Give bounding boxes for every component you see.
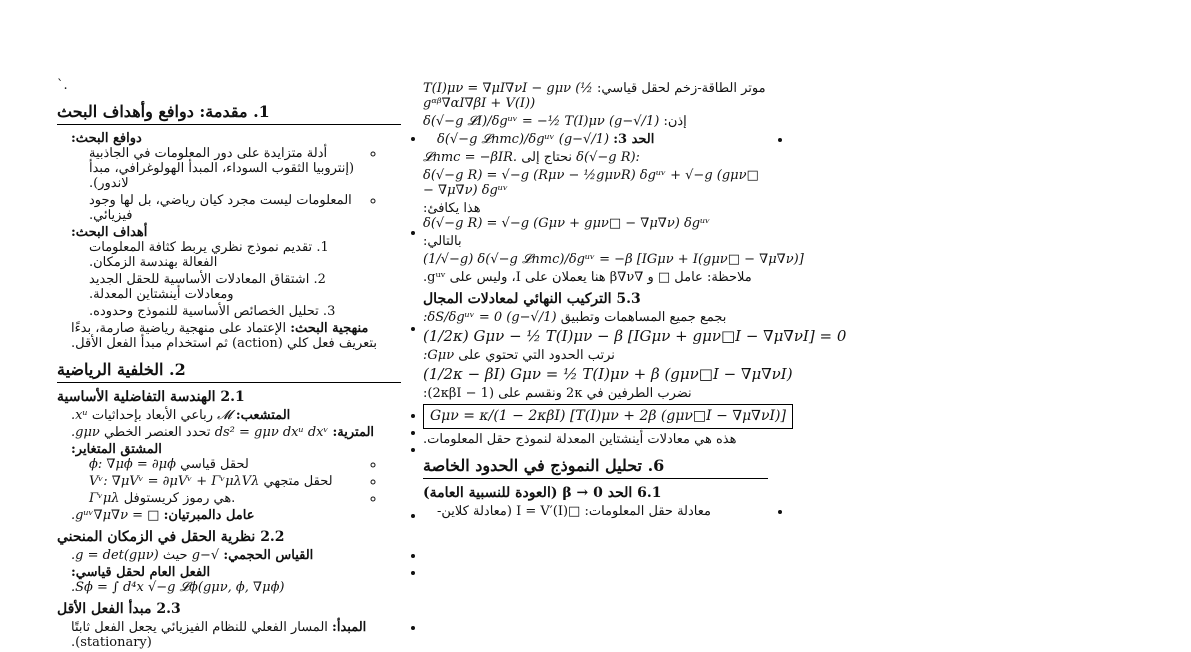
measure-label: القياس الحجمي: — [223, 548, 314, 563]
method-item — [71, 321, 401, 351]
note-text: ملاحظة: عامل □ و ∇β∇ν هنا يعملان على I، وليس على gᵘᵛ. — [423, 270, 752, 285]
equivalent-equation: δ(√−g R) = √−g (Gμν + gμν□ − ∇μ∇ν) δgᵘᵛ — [423, 216, 711, 231]
goals-sublist — [71, 240, 401, 319]
term-3-item — [437, 132, 768, 147]
equivalent-text: هذا يكافئ: — [423, 201, 481, 216]
goal-2-text: اشتقاق المعادلات الأساسية للحقل الجديد ومعادلات أينشتاين المعدلة. — [89, 272, 310, 302]
then-text: إذن: — [663, 114, 687, 129]
principle-text: المسار الفعلي للنظام الفيزيائي يجعل الفعل ثابتًا (stationary). — [71, 620, 328, 650]
goal-3-text: تحليل الخصائص الأساسية للنموذج وحدوده. — [89, 304, 319, 319]
christoffel-symbol: Γᵛμλ — [89, 491, 120, 506]
then-line — [423, 114, 768, 129]
covariant-derivative-item — [71, 442, 401, 506]
measure-text: حيث — [162, 548, 188, 563]
field-equation-b: (1/2κ − βI) Gμν = ½ T(I)μν + β (gμν□I − ∇μ∇νI) — [423, 365, 793, 383]
subsection-6-1-title: 6.1 الحد β → 0 (العودة للنسبية العامة) — [423, 485, 662, 501]
manifold-item — [71, 408, 401, 423]
goal-2 — [89, 272, 361, 302]
goal-3 — [89, 304, 361, 319]
stray-mark: `. — [57, 78, 68, 93]
goal-3-number: 3. — [322, 304, 336, 319]
dalembertian-item — [71, 508, 401, 523]
lnmc-line — [423, 150, 768, 165]
measure-item — [71, 548, 401, 563]
combine-equation: (1/√−g) δS/δgᵘᵛ = 0: — [423, 310, 557, 325]
stress-tensor-equation: T(I)μν = ∇μI∇νI − gμν (½ gᵅᵝ∇αI∇βI + V(I)) — [423, 81, 593, 111]
method-text: الإعتماد على منهجية رياضية صارمة، بدءًا بتعريف فعل كلي (action) ثم استخدام مبدأ الفعل الأقل. — [71, 321, 377, 351]
goals-item — [71, 225, 401, 319]
vector-derivative-equation: Vᵛ: ∇μVᵛ = ∂μVᵛ + ΓᵛμλVλ — [89, 474, 260, 489]
multiply-text: نضرب الطرفين في 2κ ونقسم على (1 − 2κβI): — [423, 386, 692, 401]
manifold-coords: xᵘ. — [71, 408, 88, 423]
scalar-action-item — [71, 565, 401, 595]
vector-derivative — [89, 474, 361, 489]
metric-text: تحدد العنصر الخطي — [103, 425, 211, 440]
subsection-5-3-title: 5.3 التركيب النهائي لمعادلات المجال — [423, 291, 641, 307]
measure-equation: √−g — [191, 548, 220, 563]
variation-equation: δ(√−g R) = √−g (Rμν − ½gμνR) δgᵘᵛ + √−g (gμν□ − ∇μ∇ν) δgᵘᵛ — [423, 168, 759, 198]
final-text: هذه هي معادلات أينشتاين المعدلة لنموذج حقل المعلومات. — [423, 432, 737, 447]
principle-label: المبدأ: — [332, 620, 367, 635]
term-3-equation: (1/√−g) δ(√−g 𝓛nmc)/δgᵘᵛ — [437, 132, 610, 147]
final-field-equation: Gμν = κ/(1 − 2κβI) [T(I)μν + 2β (gμν□I − ∇μ∇νI)] — [423, 404, 793, 429]
vector-derivative-text: لحقل متجهي — [263, 474, 333, 489]
christoffel-text: هي رموز كريستوفل. — [123, 491, 236, 506]
combine-line — [423, 310, 768, 325]
section-6-title: 6. تحليل النموذج في الحدود الخاصة — [423, 457, 768, 479]
arrange-symbol: Gμν: — [423, 348, 455, 363]
section-6-1-list — [423, 504, 768, 519]
motives-item — [71, 131, 401, 223]
manifold-text: رباعي الأبعاد بإحداثيات — [91, 408, 213, 423]
measure-determinant: g = det(gμν). — [71, 548, 159, 563]
motive-2: ◦ المعلومات ليست مجرد كيان رياضي، بل لها وجود فيزيائي. — [89, 193, 361, 223]
principle-item — [71, 620, 401, 650]
goal-1 — [89, 240, 361, 270]
metric-symbol: gμν. — [71, 425, 100, 440]
lnmc-equation: 𝓛nmc = −βIR. — [423, 150, 518, 165]
scalar-derivative-equation: ϕ: ∇μϕ = ∂μϕ — [89, 457, 176, 472]
metric-equation: ds² = gμν dxᵘ dxᵛ — [214, 425, 329, 440]
manifold-symbol: 𝓜 — [217, 408, 232, 423]
need-equation: δ(√−g R): — [576, 150, 640, 165]
goals-label: أهداف البحث: — [71, 225, 148, 240]
method-label: منهجية البحث: — [290, 321, 369, 336]
metric-label: المترية: — [332, 425, 375, 440]
stress-tensor-text: موتر الطاقة-زخم لحقل قياسي: — [597, 81, 766, 96]
subsection-2-1-title: 2.1 الهندسة التفاضلية الأساسية — [57, 389, 245, 405]
christoffel-item — [89, 491, 361, 506]
dalembertian-equation: □ = gᵘᵛ∇μ∇ν. — [71, 508, 160, 523]
scalar-derivative — [89, 457, 361, 472]
then-equation: (1/√−g) δ(√−g 𝓛I)/δgᵘᵛ = −½ T(I)μν — [423, 114, 660, 129]
section-1-title: 1. مقدمة: دوافع وأهداف البحث — [57, 103, 401, 125]
field-equation-a: (1/2κ) Gμν − ½ T(I)μν − β [IGμν + gμν□I − ∇μ∇νI] = 0 — [423, 327, 847, 345]
goal-1-text: تقديم نموذج نظري يربط كثافة المعلومات الفعالة بهندسة الزمكان. — [89, 240, 313, 270]
scalar-derivative-text: لحقل قياسي — [180, 457, 249, 472]
section-6-1-item: • معادلة حقل المعلومات: □I = V′(I) (معادلة كلاين- — [437, 504, 768, 519]
subsection-2-2-title: 2.2 نظرية الحقل في الزمكان المنحني — [57, 529, 285, 545]
covariant-derivative-sublist — [71, 457, 401, 506]
right-column — [423, 78, 847, 521]
scalar-action-equation: Sϕ = ∫ d⁴x √−g 𝓛ϕ(gμν, ϕ, ∇μϕ). — [71, 580, 285, 595]
manifold-label: المتشعب: — [235, 408, 291, 423]
motives-sublist — [71, 146, 401, 223]
subsection-2-3-title: 2.3 مبدأ الفعل الأقل — [57, 601, 181, 617]
dalembertian-label: عامل دالمبرتيان: — [163, 508, 255, 523]
therefore-equation: (1/√−g) δ(√−g 𝓛nmc)/δgᵘᵛ = −β [IGμν + I(gμν□ − ∇μ∇ν)] — [423, 252, 804, 267]
stress-tensor-line — [423, 81, 768, 111]
motives-label: دوافع البحث: — [71, 131, 142, 146]
goal-2-number: 2. — [313, 272, 326, 287]
arrange-line — [423, 348, 768, 363]
section-2-1-list — [57, 408, 401, 523]
metric-item — [71, 425, 401, 440]
covariant-derivative-label: المشتق المتغاير: — [71, 442, 162, 457]
term-3-list — [423, 132, 768, 147]
arrange-text: نرتب الحدود التي تحتوي على — [458, 348, 615, 363]
need-text: نحتاج إلى — [521, 150, 573, 165]
therefore-text: بالتالي: — [423, 234, 462, 249]
section-1-list — [57, 131, 401, 351]
equivalent-line — [423, 201, 768, 231]
goal-1-number: 1. — [316, 240, 329, 255]
motive-1: ◦ أدلة متزايدة على دور المعلومات في الجاذبية (إنتروبيا الثقوب السوداء، المبدأ الهولوغرافي، مبدأ لاندور). — [89, 146, 361, 191]
section-2-2-list — [57, 548, 401, 595]
section-2-3-list — [57, 620, 401, 650]
section-2-title: 2. الخلفية الرياضية — [57, 361, 401, 383]
scalar-action-label: الفعل العام لحقل قياسي: — [71, 565, 211, 580]
left-column — [57, 78, 401, 652]
term-3-label: الحد 3: — [613, 132, 655, 147]
combine-text: بجمع جميع المساهمات وتطبيق — [560, 310, 727, 325]
